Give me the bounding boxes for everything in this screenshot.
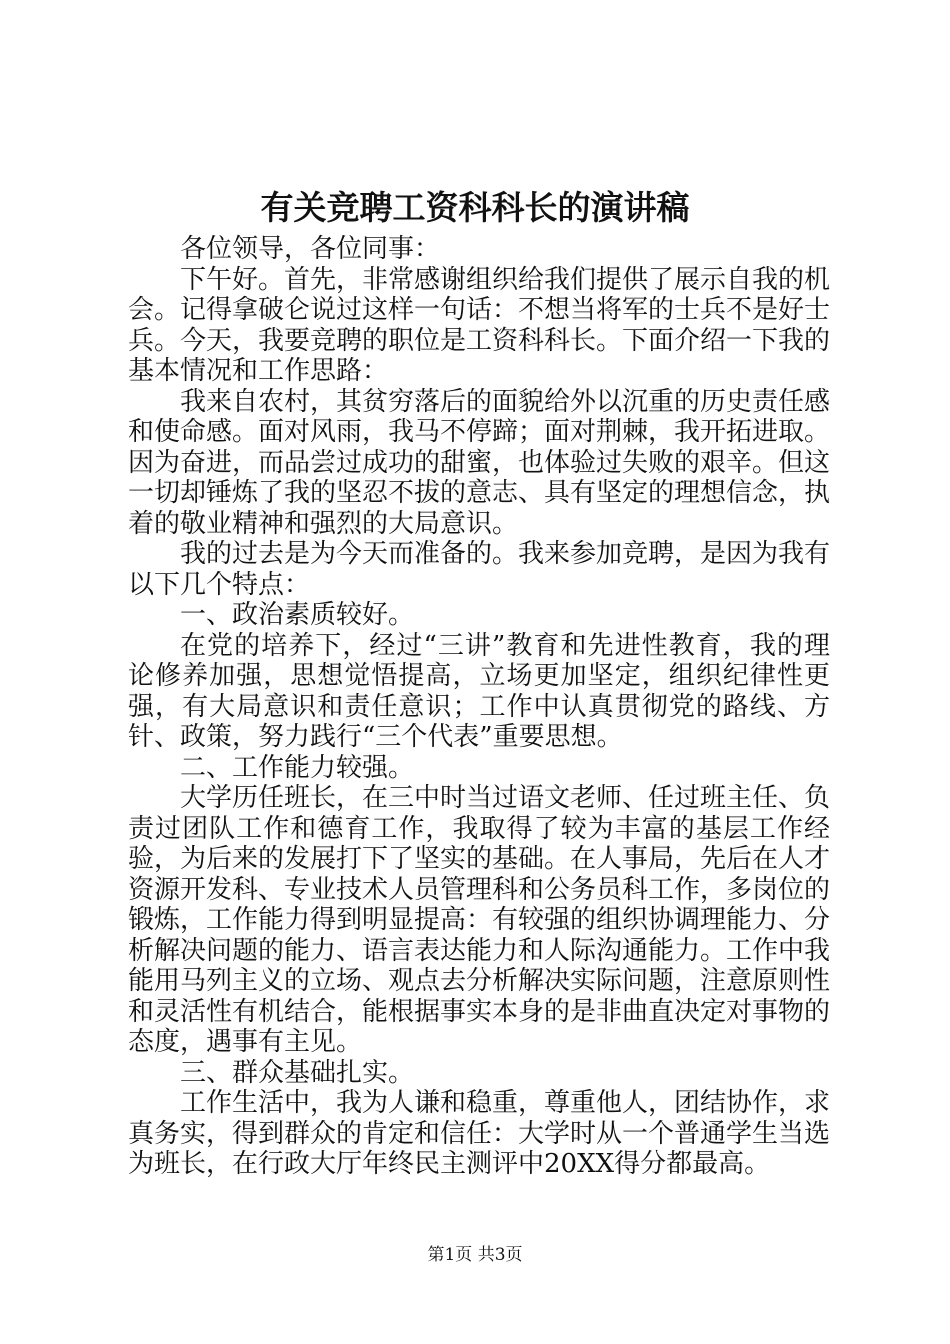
- paragraph: 大学历任班长，在三中时当过语文老师、任过班主任、负责过团队工作和德育工作，我取得了较为丰富的基层工作经验，为后来的发展打下了坚实的基础。在人事局，先后在人才资源开发科、专业技术人员管理科和公务员科工作，多岗位的锻炼，工作能力得到明显提高：有较强的组织协调理能力、分析解决问题的能力、语言表达能力和人际沟通能力。工作中我能用马列主义的立场、观点去分析解决实际问题，注意原则性和灵活性有机结合，能根据事实本身的是非曲直决定对事物的态度，遇事有主见。: [128, 783, 831, 1057]
- salutation: 各位领导，各位同事：: [180, 234, 441, 264]
- document-body: [128, 234, 830, 1180]
- paragraph: 工作生活中，我为人谦和稳重，尊重他人，团结协作，求真务实，得到群众的肯定和信任：大学时从一个普通学生当选为班长，在行政大厅年终民主测评中20XX得分都最高。: [128, 1088, 831, 1179]
- paragraph: 我的过去是为今天而准备的。我来参加竞聘，是因为我有以下几个特点：: [128, 539, 831, 600]
- paragraph: 下午好。首先，非常感谢组织给我们提供了展示自我的机会。记得拿破仑说过这样一句话：不想当将军的士兵不是好士兵。今天，我要竞聘的职位是工资科科长。下面介绍一下我的基本情况和工作思路：: [128, 264, 831, 386]
- section-heading: 二、工作能力较强。: [180, 752, 415, 783]
- section-heading: 三、群众基础扎实。: [180, 1057, 415, 1088]
- paragraph: 我来自农村，其贫穷落后的面貌给外以沉重的历史责任感和使命感。面对风雨，我马不停蹄；面对荆棘，我开拓进取。因为奋进，而品尝过成功的甜蜜，也体验过失败的艰辛。但这一切却锤炼了我的坚忍不拔的意志、具有坚定的理想信念，执着的敬业精神和强烈的大局意识。: [128, 386, 831, 539]
- section-heading: 一、政治素质较好。: [180, 600, 415, 630]
- page-number-footer: 第1页 共3页: [427, 1245, 523, 1265]
- paragraph: 在党的培养下，经过“三讲”教育和先进性教育，我的理论修养加强，思想觉悟提高，立场更加坚定，组织纪律性更强，有大局意识和责任意识；工作中认真贯彻党的路线、方针、政策，努力践行“三个代表”重要思想。: [128, 630, 830, 752]
- document-title: 有关竞聘工资科科长的演讲稿: [260, 188, 690, 227]
